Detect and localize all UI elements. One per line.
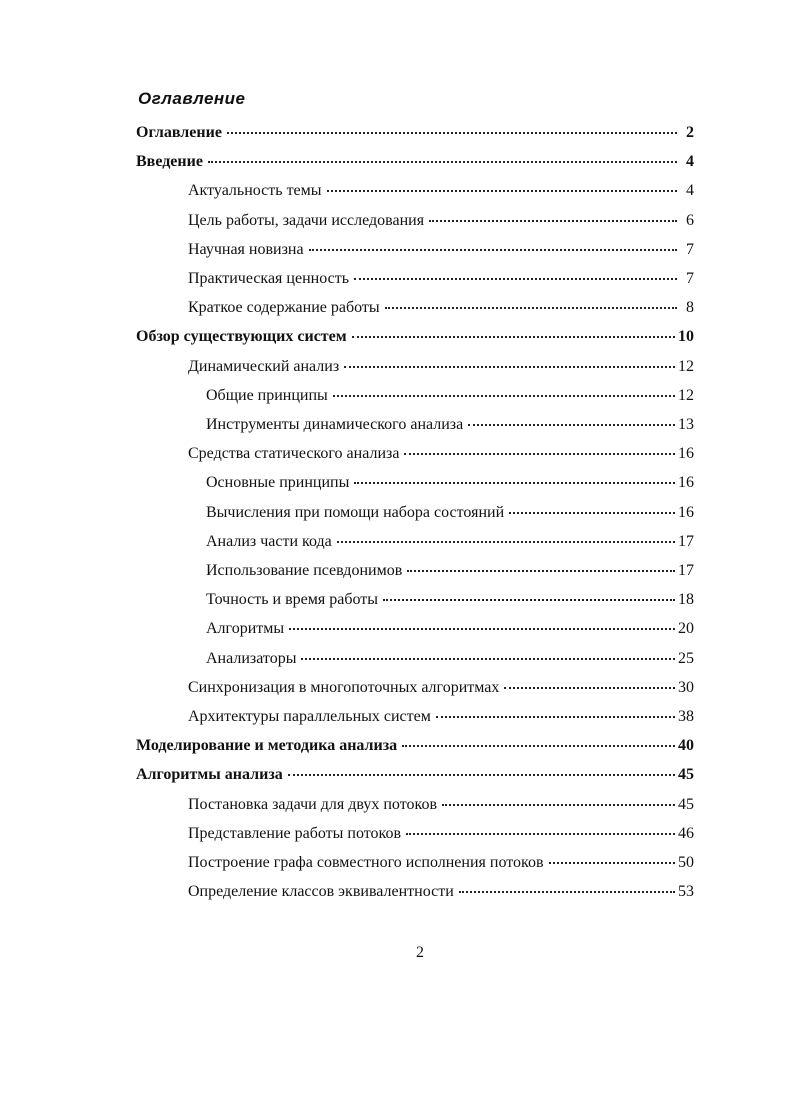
dot-leader: [549, 846, 675, 864]
toc-entry: [206, 528, 694, 556]
toc-entry-title: Архитектуры параллельных систем: [188, 708, 431, 725]
toc-entry-title: Построение графа совместного исполнения потоков: [188, 854, 544, 871]
dot-leader: [406, 817, 675, 835]
toc-entry-page: 17: [678, 532, 694, 550]
toc-entry: [136, 119, 694, 147]
toc-entry-title: Оглавление: [136, 124, 222, 141]
toc-entry: [188, 236, 694, 264]
toc-entry-title: Вычисления при помощи набора состояний: [206, 503, 505, 521]
dot-leader: [333, 379, 675, 397]
toc-entry: [188, 820, 694, 848]
toc-entry: [188, 440, 694, 468]
toc-entry: [206, 557, 694, 585]
toc-entry-title: Анализаторы: [206, 649, 297, 667]
toc-entry-page: 38: [678, 708, 694, 725]
dot-leader: [459, 875, 675, 893]
toc-entry-title: Научная новизна: [188, 240, 304, 258]
toc-entry-title: Общие принципы: [206, 386, 328, 404]
dot-leader: [404, 437, 675, 455]
dot-leader: [344, 350, 675, 368]
toc-entry-title: Основные принципы: [206, 474, 350, 492]
toc-entry-page: 12: [678, 386, 694, 404]
toc-entry-page: 17: [678, 562, 694, 579]
dot-leader: [354, 466, 675, 484]
toc-entry-page: 4: [686, 153, 694, 171]
toc-entry: [188, 791, 694, 819]
toc-entry-title: Точность и время работы: [206, 591, 379, 609]
toc-entry-title: Актуальность темы: [188, 182, 322, 200]
toc-entry: [188, 294, 694, 322]
toc-entry-title: Представление работы потоков: [188, 824, 402, 842]
dot-leader: [327, 174, 677, 192]
toc-heading: Оглавление: [138, 89, 246, 108]
toc-entry-title: Использование псевдонимов: [206, 562, 403, 579]
toc-entry-title: Средства статического анализа: [188, 445, 400, 463]
toc-entry: [206, 469, 694, 497]
dot-leader: [227, 116, 677, 134]
toc-entry-page: 13: [678, 416, 694, 433]
toc-entry-page: 53: [678, 883, 694, 901]
dot-leader: [337, 525, 675, 543]
toc-entry: [206, 586, 694, 614]
toc-entry-page: 20: [678, 620, 694, 638]
toc-entry-page: 7: [686, 240, 694, 258]
dot-leader: [509, 496, 675, 514]
toc-entry-title: Динамический анализ: [188, 357, 340, 375]
toc-entry-page: 40: [678, 737, 694, 755]
dot-leader: [442, 788, 675, 806]
dot-leader: [407, 554, 675, 572]
toc-entry-page: 25: [678, 649, 694, 667]
toc-entry-page: 10: [678, 328, 694, 346]
dot-leader: [288, 758, 675, 776]
page-number: 2: [416, 944, 424, 961]
toc-entry: [188, 265, 694, 293]
dot-leader: [289, 612, 675, 630]
dot-leader: [385, 291, 677, 309]
toc-entry-page: 30: [678, 678, 694, 696]
toc-entry: [136, 323, 694, 351]
toc-entry-title: Синхронизация в многопоточных алгоритмах: [188, 678, 500, 696]
dot-leader: [309, 233, 677, 251]
dot-leader: [468, 408, 675, 426]
toc-entry: [136, 148, 694, 176]
toc-entry-page: 46: [678, 824, 694, 842]
toc-entry-title: Краткое содержание работы: [188, 299, 380, 317]
dot-leader: [429, 204, 677, 222]
toc-entry-page: 45: [678, 766, 694, 784]
dot-leader: [383, 583, 675, 601]
dot-leader: [402, 729, 675, 747]
toc-entry-page: 8: [686, 299, 694, 317]
toc-entry: [136, 732, 694, 760]
toc-entry: [188, 878, 694, 906]
toc-entry: [188, 353, 694, 381]
toc-entry-title: Алгоритмы: [206, 620, 285, 638]
dot-leader: [354, 262, 677, 280]
toc-entry: [206, 645, 694, 673]
toc-entry: [188, 674, 694, 702]
toc-entry-page: 12: [678, 357, 694, 375]
toc-entry-title: Введение: [136, 153, 203, 171]
toc-entry-page: 16: [678, 445, 694, 463]
dot-leader: [301, 642, 675, 660]
toc-entry-title: Определение классов эквивалентности: [188, 883, 454, 901]
toc-entry-title: Практическая ценность: [188, 270, 349, 287]
toc-entry-page: 16: [678, 474, 694, 492]
toc-entry-page: 2: [686, 124, 694, 141]
toc-entry-page: 4: [686, 182, 694, 200]
toc-entry-title: Обзор существующих систем: [136, 328, 347, 346]
toc-entry: [188, 703, 694, 731]
toc-entry-page: 18: [678, 591, 694, 609]
toc-entry-page: 50: [678, 854, 694, 871]
dot-leader: [352, 320, 675, 338]
toc-entry-title: Постановка задачи для двух потоков: [188, 795, 438, 813]
toc-entry: [188, 177, 694, 205]
dot-leader: [208, 145, 677, 163]
toc-entry: [206, 411, 694, 439]
dot-leader: [504, 671, 675, 689]
toc-entry-page: 6: [686, 211, 694, 229]
toc-entry: [188, 207, 694, 235]
toc-entry-title: Алгоритмы анализа: [136, 766, 283, 784]
toc-entry: [136, 761, 694, 789]
toc-entry-page: 16: [678, 503, 694, 521]
toc-entry: [206, 615, 694, 643]
toc-entry-title: Моделирование и методика анализа: [136, 737, 398, 755]
toc-entry: [188, 849, 694, 877]
toc-entry-title: Инструменты динамического анализа: [206, 416, 464, 433]
dot-leader: [436, 700, 675, 718]
toc-entry-page: 45: [678, 795, 694, 813]
toc-entry: [206, 499, 694, 527]
toc-entry-title: Анализ части кода: [206, 532, 332, 550]
toc-entry: [206, 382, 694, 410]
toc-entry-page: 7: [686, 270, 694, 287]
toc-entry-title: Цель работы, задачи исследования: [188, 211, 425, 229]
